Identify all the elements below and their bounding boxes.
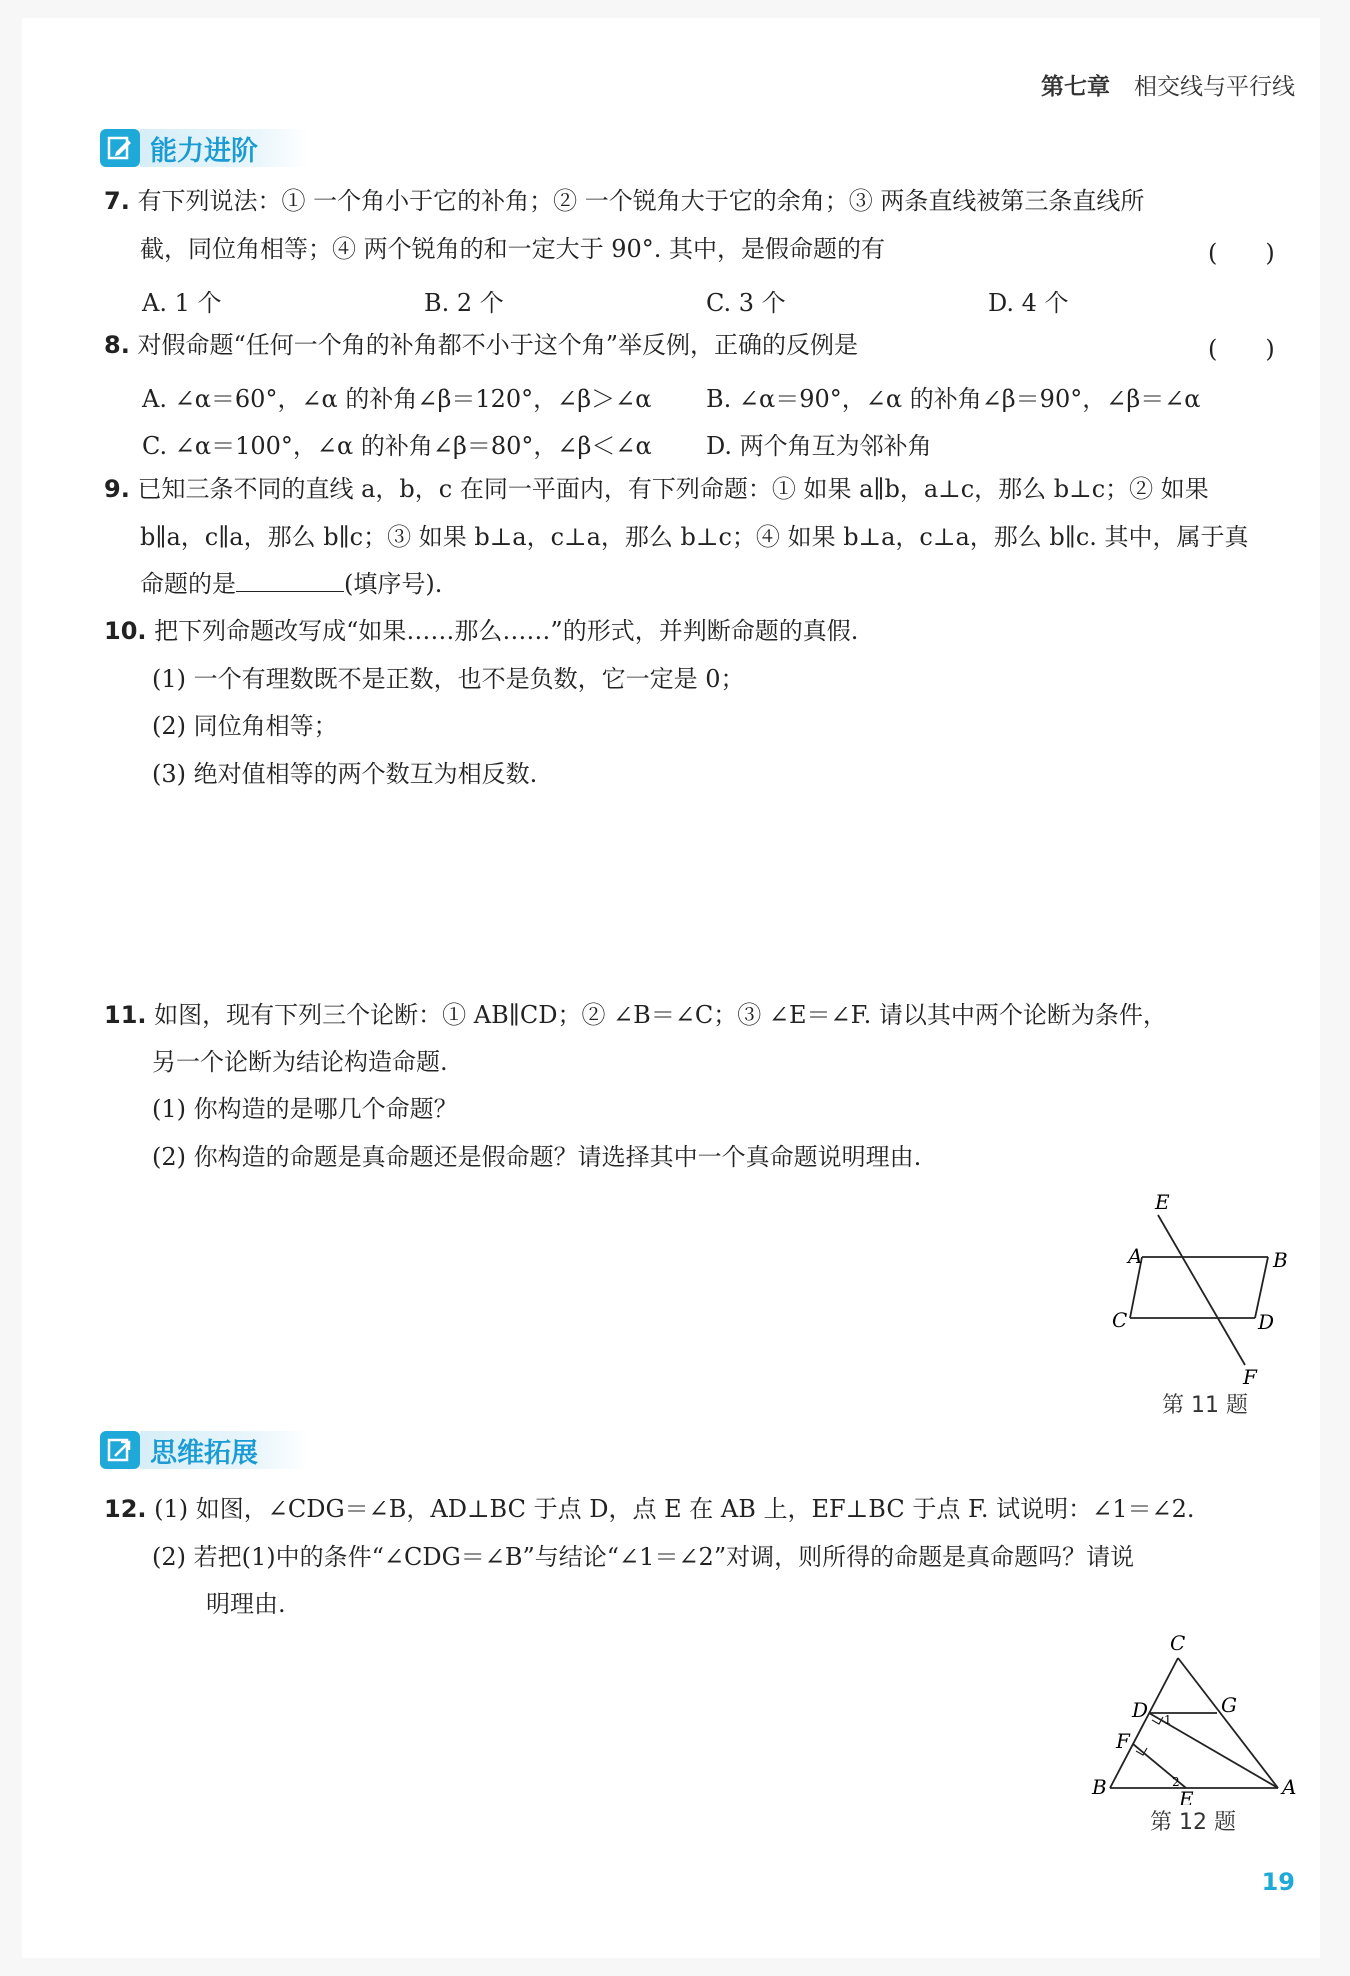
answer-blank[interactable] xyxy=(236,569,344,592)
option-b: B. 2 个 xyxy=(424,289,504,317)
label-e: E xyxy=(1155,1190,1170,1214)
label-c: C xyxy=(1112,1308,1128,1332)
label-a: A xyxy=(1282,1775,1297,1799)
question-9-line3 xyxy=(140,567,442,601)
question-text: b∥a，c∥a，那么 b∥c；③ 如果 b⊥a，c⊥a，那么 b⊥c；④ 如果 b⊥a，c⊥a，那么 b∥c. 其中，属于真 xyxy=(140,523,1249,551)
question-11-line2: 另一个论断为结论构造命题. xyxy=(152,1048,448,1076)
question-10-line1 xyxy=(104,614,858,648)
question-text: 命题的是 xyxy=(140,570,236,598)
figure-caption: 第 12 题 xyxy=(1150,1810,1236,1835)
answer-paren: ( ) xyxy=(1208,239,1275,267)
line-bd xyxy=(1255,1257,1268,1318)
angle-1-label: 1 xyxy=(1164,1713,1172,1727)
option-d: D. 两个角互为邻补角 xyxy=(706,432,932,460)
question-12-sub2: (2) 若把(1)中的条件“∠CDG＝∠B”与结论“∠1＝∠2”对调，则所得的命题是真命题吗？请说 xyxy=(152,1543,1135,1571)
answer-paren: ( ) xyxy=(1208,335,1275,363)
question-number: 9. xyxy=(104,475,130,503)
figure-11 xyxy=(1100,1185,1300,1385)
label-f: F xyxy=(1116,1729,1130,1753)
figure-12 xyxy=(1080,1630,1300,1805)
label-c: C xyxy=(1170,1631,1186,1655)
angle-2-label: 2 xyxy=(1172,1775,1180,1789)
chapter-label: 第七章 xyxy=(1041,74,1110,100)
option-a: A. ∠α＝60°，∠α 的补角∠β＝120°，∠β＞∠α xyxy=(142,385,652,413)
section-title: 能力进阶 xyxy=(150,135,258,167)
question-text: 有下列说法：① 一个角小于它的补角；② 一个锐角大于它的余角；③ 两条直线被第三条直线所 xyxy=(137,187,1145,215)
question-12-sub2b: 明理由. xyxy=(206,1590,286,1618)
question-text: (1) 如图，∠CDG＝∠B，AD⊥BC 于点 D，点 E 在 AB 上，EF⊥BC 于点 F. 试说明：∠1＝∠2. xyxy=(154,1495,1195,1523)
question-9-line2 xyxy=(140,520,1249,554)
question-7-line2 xyxy=(140,232,885,266)
option-c: C. ∠α＝100°，∠α 的补角∠β＝80°，∠β＜∠α xyxy=(142,432,652,460)
question-10-sub3: (3) 绝对值相等的两个数互为相反数. xyxy=(152,760,538,788)
question-number: 8. xyxy=(104,331,130,359)
option-d: D. 4 个 xyxy=(988,289,1069,317)
question-12-sub1 xyxy=(104,1492,1195,1526)
label-e: E xyxy=(1179,1787,1194,1805)
section-title: 思维拓展 xyxy=(150,1437,258,1469)
label-f: F xyxy=(1243,1365,1257,1385)
expand-icon xyxy=(100,1431,140,1469)
question-9-line1 xyxy=(104,472,1209,506)
question-number: 12. xyxy=(104,1495,147,1523)
question-11-sub2: (2) 你构造的命题是真命题还是假命题？请选择其中一个真命题说明理由. xyxy=(152,1143,922,1171)
question-text: 对假命题“任何一个角的补角都不小于这个角”举反例，正确的反例是 xyxy=(137,331,859,359)
line-ef xyxy=(1158,1215,1245,1365)
option-b: B. ∠α＝90°，∠α 的补角∠β＝90°，∠β＝∠α xyxy=(706,385,1201,413)
page-number: 19 xyxy=(1261,1868,1295,1896)
option-a: A. 1 个 xyxy=(142,289,222,317)
question-number: 11. xyxy=(104,1001,147,1029)
label-d: D xyxy=(1258,1310,1275,1334)
label-b: B xyxy=(1273,1248,1288,1272)
question-text: 已知三条不同的直线 a，b，c 在同一平面内，有下列命题：① 如果 a∥b，a⊥c，那么 b⊥c；② 如果 xyxy=(137,475,1209,503)
pencil-icon xyxy=(100,129,140,167)
chapter-title: 相交线与平行线 xyxy=(1134,74,1295,100)
question-number: 10. xyxy=(104,617,147,645)
question-10-sub1: (1) 一个有理数既不是正数，也不是负数，它一定是 0； xyxy=(152,665,745,693)
question-8-line1 xyxy=(104,328,858,362)
question-10-sub2: (2) 同位角相等； xyxy=(152,712,338,740)
figure-caption: 第 11 题 xyxy=(1162,1393,1248,1418)
question-number: 7. xyxy=(104,187,130,215)
section-banner-ability xyxy=(100,126,308,170)
label-b: B xyxy=(1092,1775,1107,1799)
label-g: G xyxy=(1221,1693,1237,1717)
question-text: 如图，现有下列三个论断：① AB∥CD；② ∠B＝∠C；③ ∠E＝∠F. 请以其中两个论断为条件， xyxy=(154,1001,1167,1029)
label-a: A xyxy=(1128,1244,1143,1268)
question-11-line1 xyxy=(104,998,1167,1032)
question-text: 把下列命题改写成“如果……那么……”的形式，并判断命题的真假. xyxy=(154,617,859,645)
question-7-line1 xyxy=(104,184,1144,218)
line-ca xyxy=(1178,1658,1278,1788)
question-text: 截，同位角相等；④ 两个锐角的和一定大于 90°. 其中，是假命题的有 xyxy=(140,235,886,263)
page-header xyxy=(1041,68,1295,101)
option-c: C. 3 个 xyxy=(706,289,786,317)
label-d: D xyxy=(1132,1698,1149,1722)
question-11-sub1: (1) 你构造的是哪几个命题？ xyxy=(152,1095,458,1123)
question-text: (填序号). xyxy=(344,570,443,598)
section-banner-thinking xyxy=(100,1428,308,1472)
